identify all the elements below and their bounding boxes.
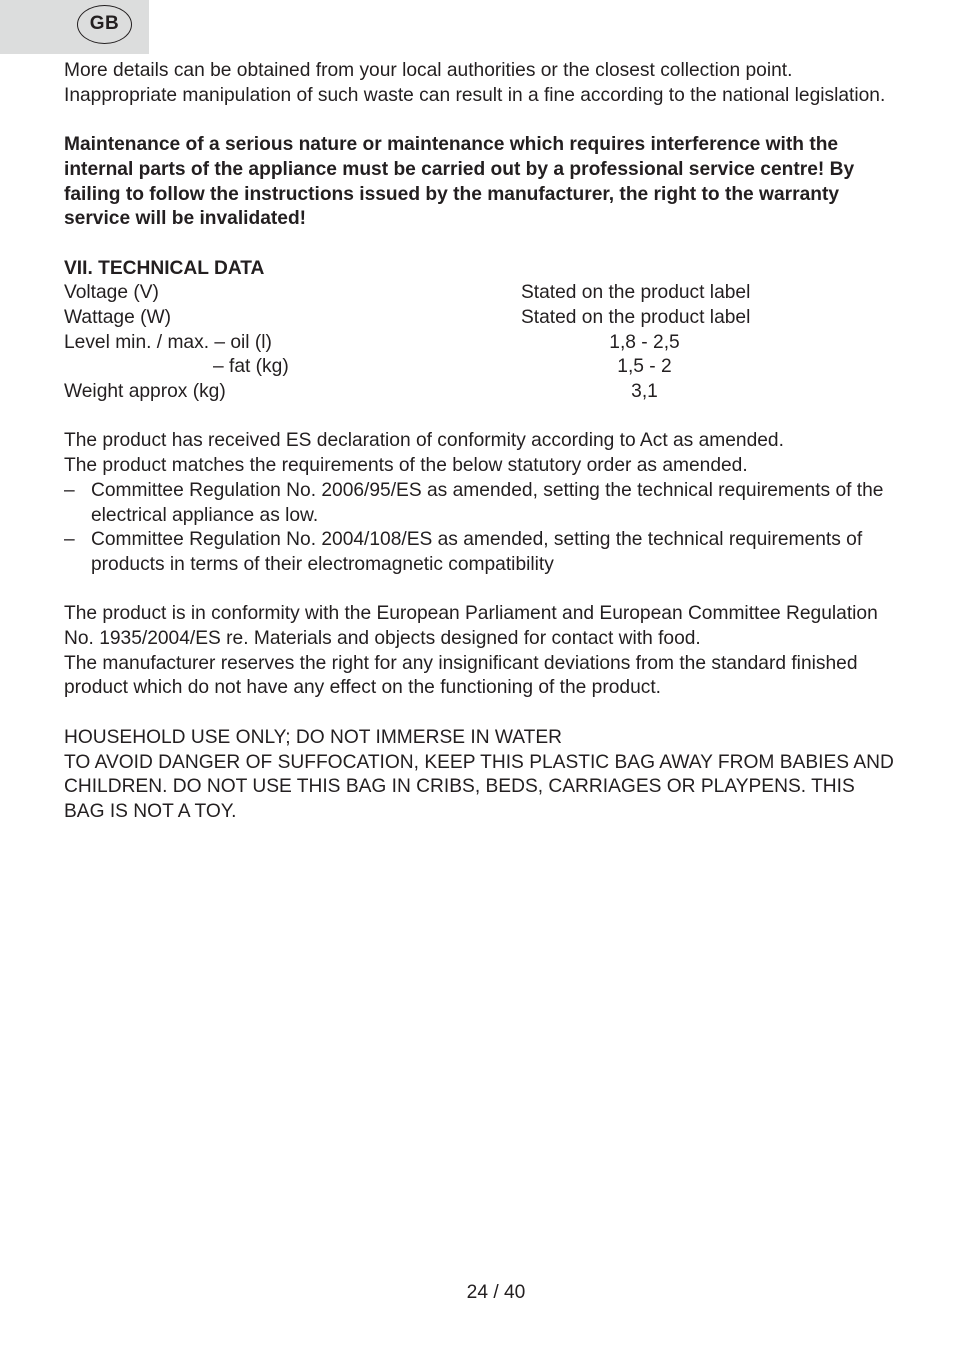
spec-label: – fat (kg)	[213, 356, 289, 378]
spec-value: 1,8 - 2,5	[609, 331, 680, 353]
spec-row-voltage	[64, 281, 894, 306]
spec-label: Weight approx (kg)	[64, 381, 226, 403]
page-number: 24 / 40	[466, 1282, 526, 1303]
spec-value: Stated on the product label	[521, 306, 751, 328]
list-item	[64, 479, 894, 528]
disposal-paragraph: More details can be obtained from your local authorities or the closest collection point. Inappropriate manipulation of such waste can result in a fine according to the national legislation.	[64, 60, 886, 106]
spec-label: Voltage (V)	[64, 282, 159, 304]
food-contact-conformity: The product is in conformity with the European Parliament and European Committee Regulation No. 1935/2004/ES re. Materials and objects designed for contact with food.	[64, 603, 878, 650]
list-item-text: Committee Regulation No. 2006/95/ES as amended, setting the technical requirements of the electrical appliance as low.	[91, 479, 884, 526]
language-badge: GB	[77, 5, 132, 44]
page-content	[64, 59, 894, 825]
spec-value: 1,5 - 2	[617, 356, 672, 378]
regulation-list	[64, 479, 894, 578]
dash-bullet: –	[64, 479, 75, 501]
language-tab	[0, 0, 149, 54]
plastic-bag-warning: TO AVOID DANGER OF SUFFOCATION, KEEP THIS PLASTIC BAG AWAY FROM BABIES AND CHILDREN. DO NOT USE THIS BAG IN CRIBS, BEDS, CARRIAGES OR PLAYPENS. THIS BAG IS NOT A TOY.	[64, 751, 894, 822]
statutory-order-intro: The product matches the requirements of the below statutory order as amended.	[64, 455, 748, 477]
household-use-warning: HOUSEHOLD USE ONLY; DO NOT IMMERSE IN WATER	[64, 726, 563, 748]
spec-value: Stated on the product label	[521, 282, 751, 304]
dash-bullet: –	[64, 529, 75, 551]
list-item-text: Committee Regulation No. 2004/108/ES as amended, setting the technical requirements of products in terms of their electromagnetic compatibility	[91, 529, 863, 575]
list-item	[64, 528, 894, 577]
manufacturer-deviation-note: The manufacturer reserves the right for any insignificant deviations from the standard finished product which do not have any effect on the functioning of the product.	[64, 652, 858, 699]
spec-row-oil-level	[64, 331, 894, 356]
technical-data-table	[64, 281, 894, 404]
spec-row-wattage	[64, 306, 894, 331]
technical-data-heading: VII. TECHNICAL DATA	[64, 257, 265, 279]
spec-row-weight	[64, 380, 894, 405]
spec-value: 3,1	[631, 381, 658, 403]
spec-label: Level min. / max. – oil (l)	[64, 331, 272, 353]
conformity-declaration: The product has received ES declaration of conformity according to Act as amended.	[64, 430, 784, 452]
maintenance-warning: Maintenance of a serious nature or maintenance which requires interference with the internal parts of the appliance must be carried out by a professional service centre! By failing to follow the instructions issued by the manufacturer, the right to the warranty service will be invalidated!	[64, 134, 855, 230]
spec-label: Wattage (W)	[64, 306, 171, 328]
spec-row-fat-level	[64, 355, 894, 380]
